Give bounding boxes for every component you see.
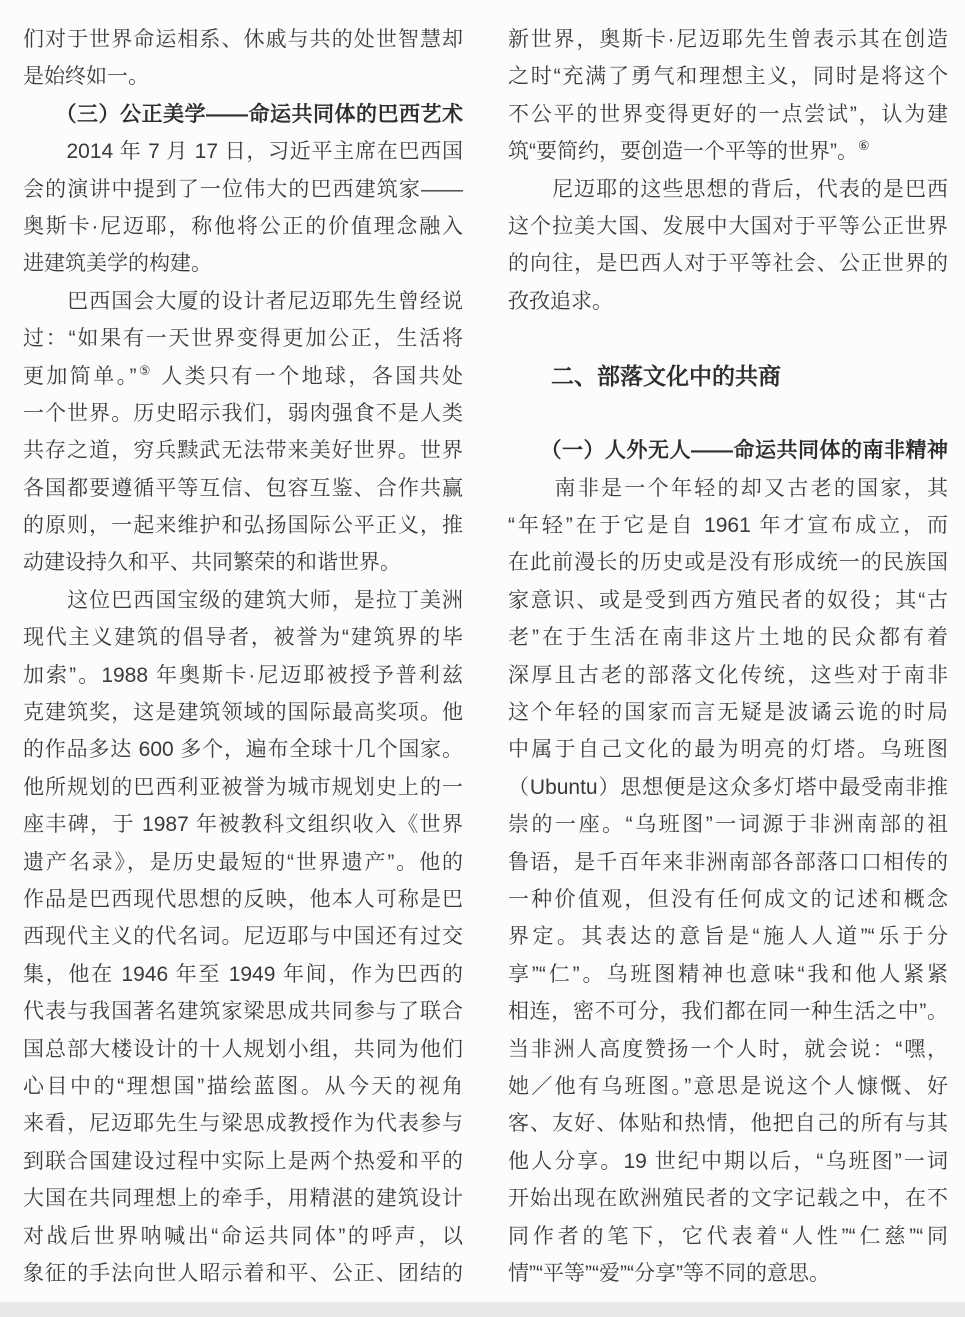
text-line: 情”“平等”“爱”“分享”等不同的意思。 [508,1261,830,1285]
text-line: 是始终如一。 [23,65,149,89]
text-line: 西现代主义的代名词。尼迈耶与中国还有过交 [23,925,463,949]
text-line: “年轻”在于它是自 1961 年才宣布成立，而 [508,514,948,538]
text-line: 新世界，奥斯卡·尼迈耶先生曾表示其在创造 [508,28,948,51]
text-line: 他人分享。19 世纪中期以后，“乌班图”一词 [508,1149,948,1173]
text-line: 加索”。1988 年奥斯卡·尼迈耶被授予普利兹 [23,663,463,687]
text-line: 象征的手法向世人昭示着和平、公正、团结的 [23,1261,463,1285]
text-line: 作品是巴西现代思想的反映，他本人可称是巴 [23,887,463,911]
text-line: 克建筑奖，这是建筑领域的国际最高奖项。他 [23,701,463,725]
text-line: 的原则，一起来维护和弘扬国际公平正义，推 [23,514,463,538]
text-line: 享”“仁”。乌班图精神也意味“我和他人紧紧 [508,962,948,986]
text-line: 当非洲人高度赞扬一个人时，就会说：“嘿， [508,1037,948,1061]
text-line: 来看，尼迈耶先生与梁思成教授作为代表参与 [23,1112,463,1136]
text-line: 2014 年 7 月 17 日，习近平主席在巴西国 [23,140,463,164]
text-line: 家意识、或是受到西方殖民者的奴役；其“古 [508,588,948,612]
text-line: 共存之道，穷兵黩武无法带来美好世界。世界 [23,439,463,463]
text-line: 国总部大楼设计的十人规划小组，共同为他们 [23,1037,463,1061]
text-line: 会的演讲中提到了一位伟大的巴西建筑家—— [23,177,463,201]
text-line: 深厚且古老的部落文化传统，这些对于南非 [508,663,948,687]
text-line: 界定。其表达的意旨是“施人人道”“乐于分 [508,925,948,949]
text-line: 动建设持久和平、共同繁荣的和谐世界。 [23,551,401,575]
column-right [508,21,948,1292]
text-line: 遗产名录》，是历史最短的“世界遗产”。他的 [23,850,463,874]
text-line: 一种价值观，但没有任何成文的记述和概念 [508,887,948,911]
text-line: 进建筑美学的构建。 [23,252,212,276]
text-line: 现代主义建筑的倡导者，被誉为“建筑界的毕 [23,626,463,650]
text-line: 孜孜追求。 [508,289,613,313]
text-line: 这个年轻的国家而言无疑是波谲云诡的时局 [508,701,948,725]
text-line: 的作品多达 600 多个，遍布全球十几个国家。 [23,738,463,762]
text-line: 心目中的“理想国”描绘蓝图。从今天的视角 [23,1074,463,1098]
text-line: 筑“要简约，要创造一个平等的世界”。⑥ [508,138,870,164]
text-line: 崇的一座。“乌班图”一词源于非洲南部的祖 [508,813,948,837]
text-line: 一个世界。历史昭示我们，弱肉强食不是人类 [23,401,463,425]
text-line: 她／他有乌班图。”意思是说这个人慷慨、好 [508,1074,948,1098]
text-line: 同作者的笔下，它代表着“人性”“仁慈”“同 [508,1224,948,1248]
text-line: 中属于自己文化的最为明亮的灯塔。乌班图 [508,738,948,762]
blank-line [508,320,948,357]
text-line: 的向往，是巴西人对于平等社会、公正世界的 [508,252,948,276]
page-bottom-edge [0,1302,965,1317]
text-line: 客、友好、体贴和热情，他把自己的所有与其 [508,1112,948,1136]
text-line: 巴西国会大厦的设计者尼迈耶先生曾经说 [23,289,463,313]
text-line: 相连，密不可分，我们都在同一种生活之中”。 [508,1000,948,1024]
section-heading: 二、部落文化中的共商 [551,362,781,389]
subsection-heading: （一）人外无人——命运共同体的南非精神 [508,439,948,463]
text-line: 他所规划的巴西利亚被誉为城市规划史上的一 [23,775,463,799]
footnote-ref: ⑤ [136,362,153,378]
text-line: 不公平的世界变得更好的一点尝试”，认为建 [508,102,948,126]
subsection-heading: （三）公正美学——命运共同体的巴西艺术 [23,102,463,126]
text-line: 集，他在 1946 年至 1949 年间，作为巴西的 [23,962,463,986]
text-line: 奥斯卡·尼迈耶，称他将公正的价值理念融入 [23,214,463,238]
text-line: 代表与我国著名建筑家梁思成共同参与了联合 [23,1000,463,1024]
text-line: 大国在共同理想上的牵手，用精湛的建筑设计 [23,1187,463,1211]
text-line: 这个拉美大国、发展中大国对于平等公正世界 [508,214,948,238]
text-line: 过：“如果有一天世界变得更加公正，生活将 [23,327,463,351]
text-line: 老”在于生活在南非这片土地的民众都有着 [508,626,948,650]
footnote-ref: ⑥ [858,138,870,154]
text-line: 这位巴西国宝级的建筑大师，是拉丁美洲 [23,588,463,612]
blank-line [508,395,948,432]
text-line: 对战后世界呐喊出“命运共同体”的呼声，以 [23,1224,463,1248]
text-line: 南非是一个年轻的却又古老的国家，其 [508,476,948,500]
text-line: 各国都要遵循平等互信、包容互鉴、合作共赢 [23,476,463,500]
column-left [23,21,463,1292]
text-line: 鲁语，是千百年来非洲南部各部落口口相传的 [508,850,948,874]
text-line: 更加简单。”⑤ 人类只有一个地球，各国共处 [23,362,463,388]
text-line: 到联合国建设过程中实际上是两个热爱和平的 [23,1149,463,1173]
text-line: 尼迈耶的这些思想的背后，代表的是巴西 [508,177,948,201]
text-line: （Ubuntu）思想便是这众多灯塔中最受南非推 [508,775,948,799]
text-line: 在此前漫长的历史或是没有形成统一的民族国 [508,551,948,575]
text-line: 开始出现在欧洲殖民者的文字记载之中，在不 [508,1187,948,1211]
text-line: 们对于世界命运相系、休戚与共的处世智慧却 [23,28,463,51]
text-line: 座丰碑，于 1987 年被教科文组织收入《世界 [23,813,463,837]
text-line: 之时“充满了勇气和理想主义，同时是将这个 [508,65,948,89]
